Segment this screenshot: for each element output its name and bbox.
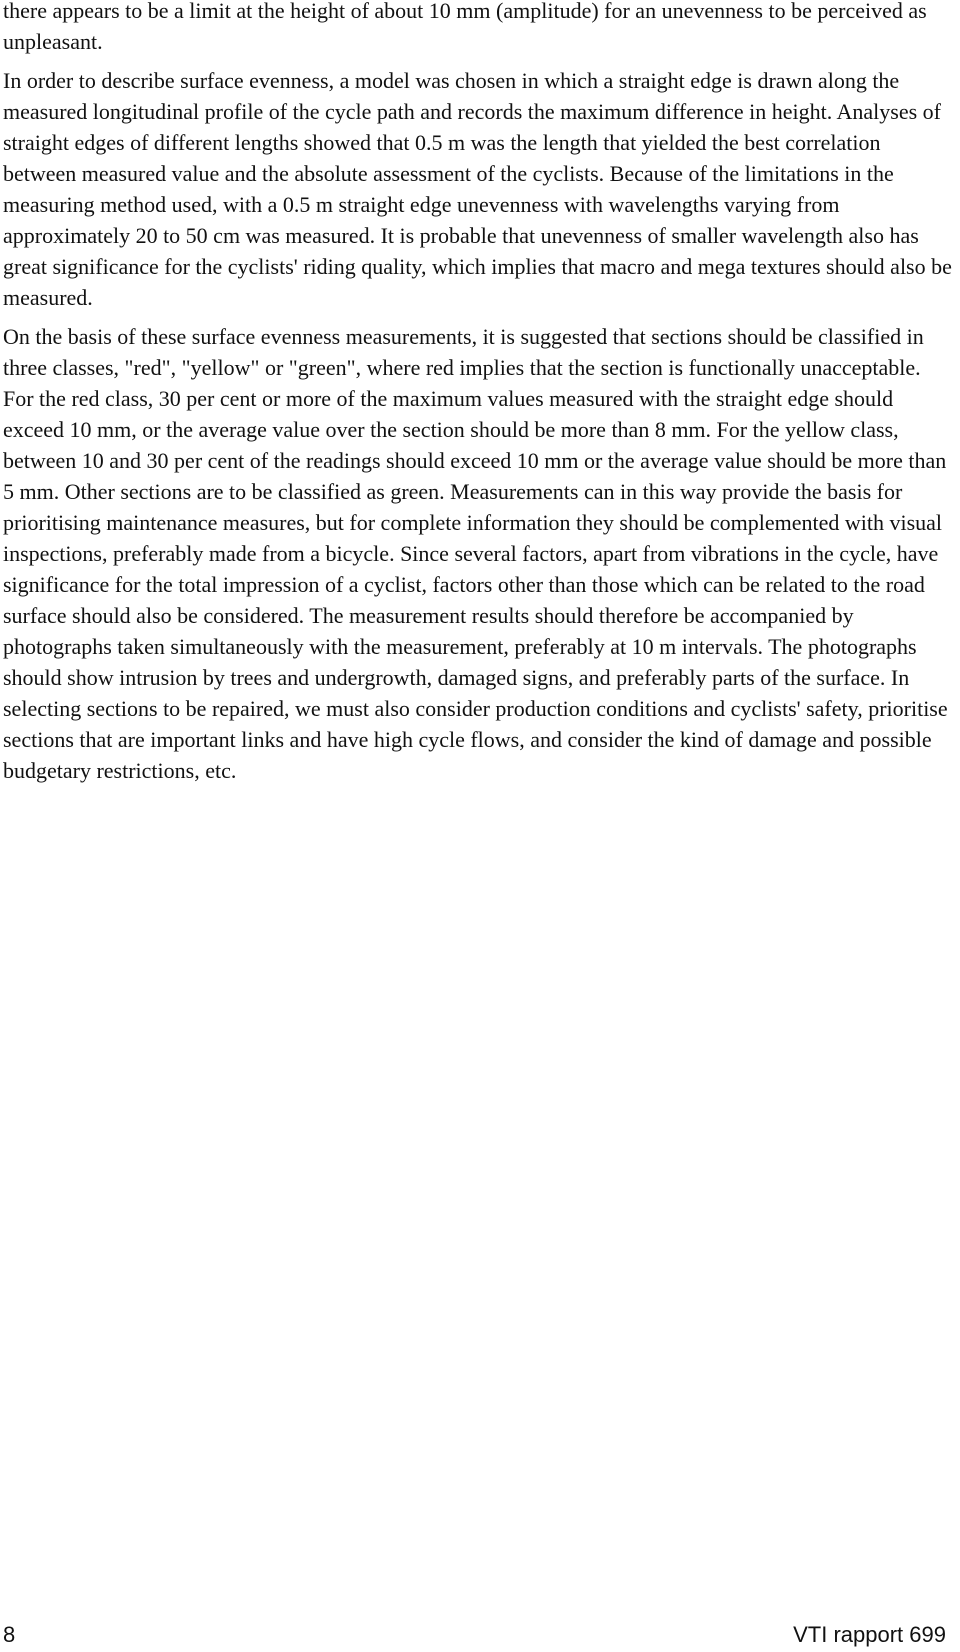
paragraph-continuation: there appears to be a limit at the height of about 10 mm (amplitude) for an unevenness to be perceived as unpleasant.	[3, 0, 927, 54]
paragraph-classification: On the basis of these surface evenness measurements, it is suggested that sections should be classified in three classes, "red", "yellow" or "green", where red implies that the section is functionally unacceptable. For the red class, 30 per cent or more of the maximum values measured with the straight edge should exceed 10 mm, or the average value over the section should be more than 8 mm. For the yellow class, between 10 and 30 per cent of the readings should exceed 10 mm or the average value should be more than 5 mm. Other sections are to be classified as green. Measurements can in this way provide the basis for prioritising maintenance measures, but for complete information they should be complemented with visual inspections, preferably made from a bicycle. Since several factors, apart from vibrations in the cycle, have significance for the total impression of a cyclist, factors other than those which can be related to the road surface should also be considered. The measurement results should therefore be accompanied by photographs taken simultaneously with the measurement, preferably at 10 m intervals. The photographs should show intrusion by trees and undergrowth, damaged signs, and preferably parts of the surface. In selecting sections to be repaired, we must also consider production conditions and cyclists' safety, prioritise sections that are important links and have high cycle flows, and consider the kind of damage and possible budgetary restrictions, etc.	[3, 324, 948, 783]
page-number: 8	[3, 1622, 16, 1647]
report-label: VTI rapport 699	[793, 1622, 946, 1647]
paragraph-straight-edge-model: In order to describe surface evenness, a model was chosen in which a straight edge is drawn along the measured longitudinal profile of the cycle path and records the maximum difference in height. Analyses of straight edges of different lengths showed that 0.5 m was the length that yielded the best correlation between measured value and the absolute assessment of the cyclists. Because of the limitations in the measuring method used, with a 0.5 m straight edge unevenness with wavelengths varying from approximately 20 to 50 cm was measured. It is probable that unevenness of smaller wavelength also has great significance for the cyclists' riding quality, which implies that macro and mega textures should also be measured.	[3, 68, 952, 310]
body-text	[3, 0, 953, 794]
